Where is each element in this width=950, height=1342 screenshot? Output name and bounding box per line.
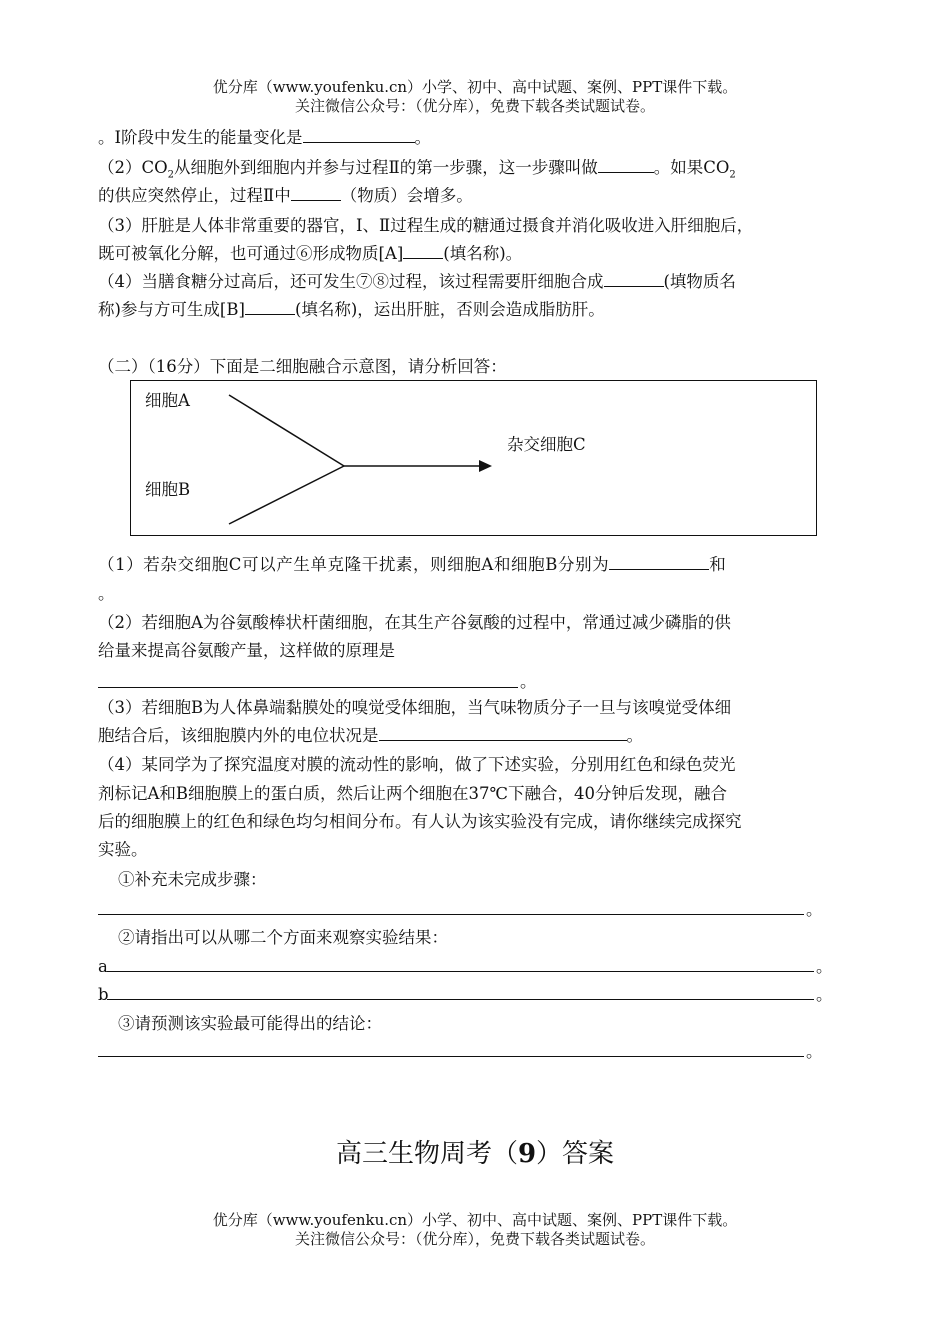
step-3-end: 。 xyxy=(806,1042,823,1061)
question-2-3-line-1: （3）若细胞B为人体鼻端黏膜处的嗅觉受体细胞，当气味物质分子一旦与该嗅觉受体细 xyxy=(98,698,732,717)
observation-b-line[interactable] xyxy=(107,999,814,1000)
text: (填物质名 xyxy=(663,272,736,291)
step-1-prompt: ①补充未完成步骤： xyxy=(118,870,267,889)
header-line-1: 优分库（www.youfenku.cn）小学、初中、高中试题、案例、PPT课件下载。 xyxy=(212,1211,738,1229)
title-text: ）答案 xyxy=(536,1139,615,1169)
step-1-answer-line[interactable] xyxy=(98,914,804,915)
answer-blank[interactable] xyxy=(303,124,415,143)
step-1-end: 。 xyxy=(806,900,823,919)
arrow-head-icon xyxy=(479,460,492,472)
text: 既可被氧化分解，也可通过⑥形成物质[A] xyxy=(98,244,404,263)
step-3-prompt: ③请预测该实验最可能得出的结论： xyxy=(118,1014,382,1033)
text: （2）CO xyxy=(98,158,168,177)
observation-a-line[interactable] xyxy=(107,971,814,972)
text: （3）肝脏是人体非常重要的器官，I、Ⅱ过程生成的糖通过摄食并消化吸收进入肝细胞后， xyxy=(98,216,754,235)
hybrid-cell-c-label: 杂交细胞C xyxy=(507,435,586,454)
observation-a-end: 。 xyxy=(816,957,833,976)
text: 。I阶段中发生的能量变化是 xyxy=(98,128,303,147)
subscript: 2 xyxy=(167,169,175,181)
question-1-2-line-2 xyxy=(98,182,858,210)
question-2-4-line-1: （4）某同学为了探究温度对膜的流动性的影响，做了下述实验，分别用红色和绿色荧光 xyxy=(98,755,736,774)
question-2-4-line-3: 后的细胞膜上的红色和绿色均匀相间分布。有人认为该实验没有完成，请你继续完成探究 xyxy=(98,812,742,831)
question-1-4-line-1 xyxy=(98,268,858,296)
question-1-4-line-2 xyxy=(98,296,858,324)
answer-blank[interactable] xyxy=(604,268,664,287)
text: 。 xyxy=(414,128,432,147)
subscript: 2 xyxy=(729,169,736,181)
cell-b-label: 细胞B xyxy=(145,480,191,499)
branch-line-a xyxy=(229,395,344,466)
text: (填名称)，运出肝脏，否则会造成脂肪肝。 xyxy=(294,300,605,319)
header-line-2: 关注微信公众号：（优分库），免费下载各类试题试卷。 xyxy=(294,1230,655,1248)
question-2-3-line-2 xyxy=(98,722,858,750)
observation-b-end: 。 xyxy=(816,985,833,1004)
answer-blank[interactable] xyxy=(379,722,627,741)
text: 胞结合后，该细胞膜内外的电位状况是 xyxy=(98,726,379,745)
fusion-arrows xyxy=(131,381,816,535)
answer-blank[interactable] xyxy=(245,296,295,315)
observation-a-label: a xyxy=(98,957,108,976)
question-2-1-line-1 xyxy=(98,551,858,579)
text: 的供应突然停止，过程Ⅱ中 xyxy=(98,186,291,205)
answer-blank-long[interactable] xyxy=(98,687,518,688)
text: （4）当膳食糖分过高后，还可发生⑦⑧过程，该过程需要肝细胞合成 xyxy=(98,272,604,291)
answer-blank[interactable] xyxy=(403,240,443,259)
part-2-heading: （二）（16分）下面是二细胞融合示意图，请分析回答： xyxy=(98,357,507,376)
question-2-2-line-2: 给量来提高谷氨酸产量，这样做的原理是 xyxy=(98,641,395,660)
question-1-3-line-1 xyxy=(98,212,858,240)
question-2-1-line-2: 。 xyxy=(98,584,115,603)
cell-fusion-diagram xyxy=(130,380,817,536)
text: 。 xyxy=(626,726,643,745)
text: (填名称)。 xyxy=(443,244,523,263)
energy-change-line xyxy=(98,124,858,152)
site-header-bottom xyxy=(0,1211,950,1249)
answer-blank[interactable] xyxy=(609,551,709,570)
header-line-2: 关注微信公众号：（优分库），免费下载各类试题试卷。 xyxy=(294,97,655,115)
answer-blank[interactable] xyxy=(291,182,341,201)
branch-line-b xyxy=(229,466,344,524)
text: 称)参与方可生成[B] xyxy=(98,300,245,319)
question-2-2-line-1: （2）若细胞A为谷氨酸棒状杆菌细胞，在其生产谷氨酸的过程中，常通过减少磷脂的供 xyxy=(98,613,731,632)
answer-blank[interactable] xyxy=(598,154,654,173)
question-2-4-line-4: 实验。 xyxy=(98,840,148,859)
answer-section-title xyxy=(0,1136,950,1172)
text: （1）若杂交细胞C可以产生单克隆干扰素，则细胞A和细胞B分别为 xyxy=(98,555,610,574)
site-header-top xyxy=(0,78,950,116)
step-2-prompt: ②请指出可以从哪二个方面来观察实验结果： xyxy=(118,928,448,947)
question-1-3-line-2 xyxy=(98,240,858,268)
text: 。如果CO xyxy=(653,158,730,177)
question-2-2-end: 。 xyxy=(520,672,537,691)
question-2-4-line-2: 剂标记A和B细胞膜上的蛋白质，然后让两个细胞在37℃下融合，40分钟后发现，融合 xyxy=(98,784,727,803)
text: （物质）会增多。 xyxy=(340,186,473,205)
cell-a-label: 细胞A xyxy=(145,391,190,410)
text: 和 xyxy=(709,555,727,574)
text: 从细胞外到细胞内并参与过程Ⅱ的第一步骤，这一步骤叫做 xyxy=(174,158,598,177)
header-line-1: 优分库（www.youfenku.cn）小学、初中、高中试题、案例、PPT课件下载。 xyxy=(212,78,738,96)
observation-b-label: b xyxy=(98,985,109,1004)
title-number: 9 xyxy=(517,1139,537,1169)
title-text: 高三生物周考（ xyxy=(335,1139,518,1169)
step-3-answer-line[interactable] xyxy=(98,1056,804,1057)
